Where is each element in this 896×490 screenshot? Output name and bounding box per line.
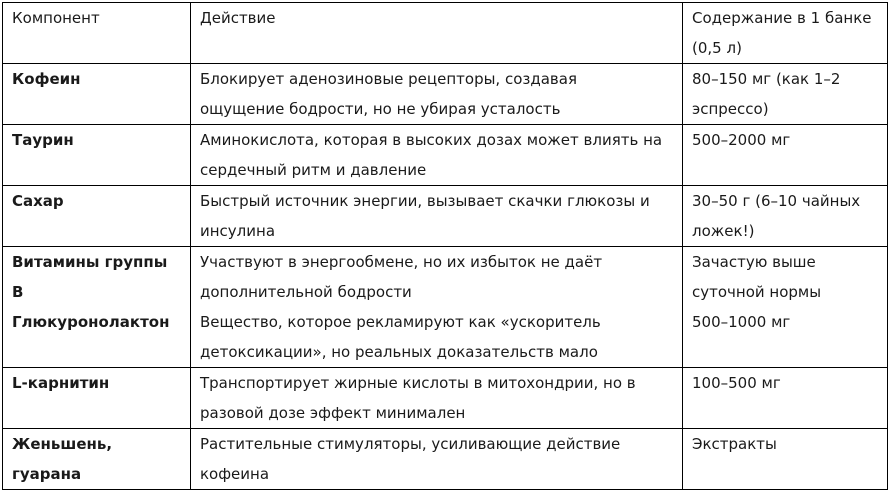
content-text: 100–500 мг	[692, 374, 781, 392]
table-row	[3, 125, 888, 186]
header-action	[191, 3, 683, 64]
component-name: Глюкуронолактон	[12, 313, 170, 331]
action-text: кофеина	[200, 465, 270, 483]
component-name: Кофеин	[12, 70, 81, 88]
component-cell	[3, 64, 191, 125]
content-text: эспрессо)	[692, 100, 769, 118]
content-cell	[683, 186, 888, 247]
header-content-label-line1: Содержание в 1 банке	[692, 9, 872, 27]
action-text: дополнительной бодрости	[200, 283, 412, 301]
action-text: детоксикации», но реальных доказательств мало	[200, 343, 598, 361]
action-text: сердечный ритм и давление	[200, 161, 427, 179]
component-cell	[3, 368, 191, 429]
content-cell	[683, 429, 888, 490]
action-cell	[191, 368, 683, 429]
header-component	[3, 3, 191, 64]
component-cell	[3, 125, 191, 186]
action-cell	[191, 64, 683, 125]
component-name: Таурин	[12, 131, 74, 149]
content-text: 500–1000 мг	[692, 313, 791, 331]
component-name: B	[12, 283, 24, 301]
component-name: Женьшень,	[12, 435, 113, 453]
content-cell	[683, 125, 888, 186]
content-text: Экстракты	[692, 435, 777, 453]
table-row	[3, 186, 888, 247]
content-text: 500–2000 мг	[692, 131, 791, 149]
content-cell	[683, 368, 888, 429]
action-text: ощущение бодрости, но не убирая усталость	[200, 100, 561, 118]
table-row	[3, 368, 888, 429]
action-cell	[191, 429, 683, 490]
action-text: Транспортирует жирные кислоты в митохондрии, но в	[200, 374, 636, 392]
action-cell	[191, 247, 683, 368]
component-name: Сахар	[12, 192, 64, 210]
component-cell	[3, 186, 191, 247]
action-text: инсулина	[200, 222, 276, 240]
content-text: 80–150 мг (как 1–2	[692, 70, 841, 88]
table-row	[3, 64, 888, 125]
content-text: 30–50 г (6–10 чайных	[692, 192, 861, 210]
table-row	[3, 429, 888, 490]
component-cell	[3, 429, 191, 490]
action-cell	[191, 186, 683, 247]
action-text: Участвуют в энергообмене, но их избыток не даёт	[200, 253, 603, 271]
action-text: Растительные стимуляторы, усиливающие действие	[200, 435, 621, 453]
component-name: L-карнитин	[12, 374, 110, 392]
table-header-row	[3, 3, 888, 64]
content-text: Зачастую выше	[692, 253, 816, 271]
content-cell	[683, 247, 888, 368]
action-text: Аминокислота, которая в высоких дозах может влиять на	[200, 131, 663, 149]
table-row	[3, 247, 888, 368]
content-text: суточной нормы	[692, 283, 822, 301]
component-cell	[3, 247, 191, 368]
content-cell	[683, 64, 888, 125]
action-text: Быстрый источник энергии, вызывает скачки глюкозы и	[200, 192, 650, 210]
component-name: гуарана	[12, 465, 82, 483]
ingredients-table	[2, 2, 888, 490]
header-content	[683, 3, 888, 64]
header-component-label: Компонент	[12, 9, 100, 27]
header-action-label: Действие	[200, 9, 276, 27]
action-cell	[191, 125, 683, 186]
action-text: разовой дозе эффект минимален	[200, 404, 466, 422]
action-text: Блокирует аденозиновые рецепторы, создавая	[200, 70, 577, 88]
component-name: Витамины группы	[12, 253, 168, 271]
action-text: Вещество, которое рекламируют как «ускоритель	[200, 313, 601, 331]
content-text: ложек!)	[692, 222, 755, 240]
header-content-label-line2: (0,5 л)	[692, 39, 742, 57]
